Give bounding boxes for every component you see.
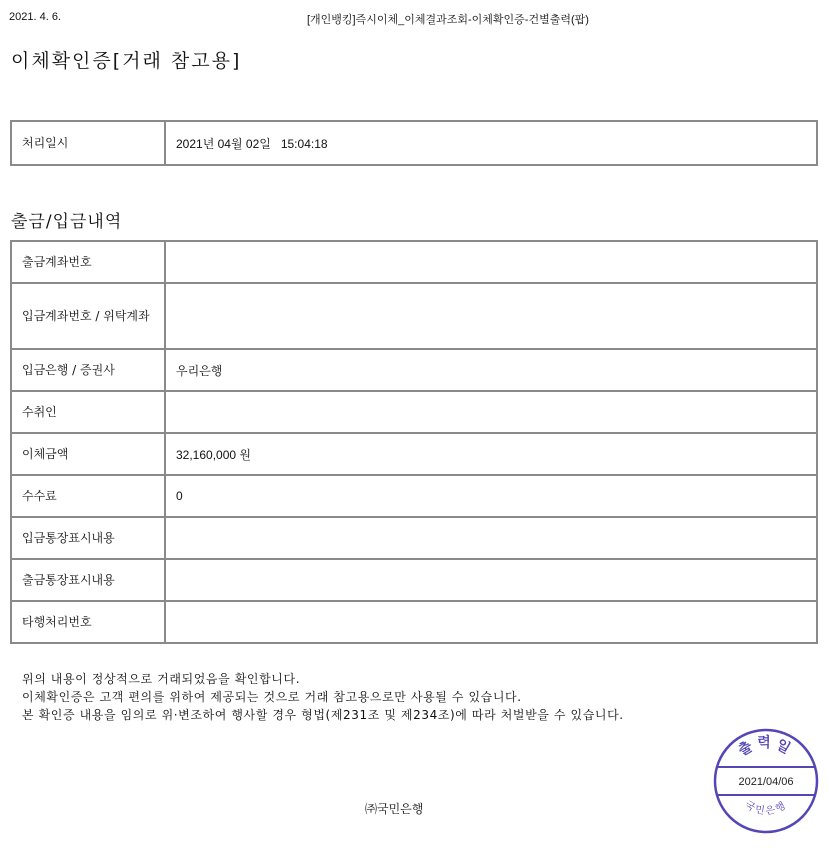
row-value-recipient (165, 391, 817, 433)
row-value-deposit-account (165, 283, 817, 349)
row-label-deposit-bank: 입금은행 / 증권사 (11, 349, 165, 391)
page-path-title: [개인뱅킹]즉시이체_이체결과조회-이체확인증-건별출력(팝) (307, 14, 589, 26)
row-value-fee: 0 (165, 475, 817, 517)
stamp-bottom-text: 국민은행 (742, 799, 790, 818)
row-value-deposit-bank: 우리은행 (165, 349, 817, 391)
row-label-amount: 이체금액 (11, 433, 165, 475)
stamp-date: 2021/04/06 (738, 776, 794, 788)
row-label-deposit-account: 입금계좌번호 / 위탁계좌 (11, 283, 165, 349)
row-value-withdraw-memo (165, 559, 817, 601)
table-row (11, 559, 817, 601)
issuer-bank-name: ㈜국민은행 (365, 802, 424, 816)
row-label-recipient: 수취인 (11, 391, 165, 433)
section-title: 출금/입금내역 (11, 212, 123, 232)
row-value-deposit-memo (165, 517, 817, 559)
table-row (11, 241, 817, 283)
print-date-stamp (712, 727, 820, 835)
row-value-other-bank-number (165, 601, 817, 643)
transfer-detail-table (10, 240, 818, 644)
row-label-deposit-memo: 입금통장표시내용 (11, 517, 165, 559)
row-label-withdraw-account: 출금계좌번호 (11, 241, 165, 283)
notice-text (22, 670, 624, 724)
document-title: 이체확인증[거래 참고용] (11, 50, 242, 72)
processing-label: 처리일시 (11, 121, 165, 165)
table-row (11, 349, 817, 391)
row-label-fee: 수수료 (11, 475, 165, 517)
table-row (11, 391, 817, 433)
row-label-other-bank-number: 타행처리번호 (11, 601, 165, 643)
table-row (11, 433, 817, 475)
processing-value: 2021년 04월 02일 15:04:18 (165, 121, 817, 165)
row-value-withdraw-account (165, 241, 817, 283)
row-value-amount: 32,160,000 원 (165, 433, 817, 475)
print-date: 2021. 4. 6. (9, 11, 61, 23)
processing-row (11, 121, 817, 165)
row-label-withdraw-memo: 출금통장표시내용 (11, 559, 165, 601)
stamp-top-text: 출력일 (735, 735, 797, 760)
table-row (11, 517, 817, 559)
table-row (11, 601, 817, 643)
processing-table (10, 120, 818, 166)
notice-line: 위의 내용이 정상적으로 거래되었음을 확인합니다. (22, 672, 301, 686)
table-row (11, 475, 817, 517)
table-row (11, 283, 817, 349)
notice-line: 본 확인증 내용을 임의로 위·변조하여 행사할 경우 형법(제231조 및 제234조)에 따라 처벌받을 수 있습니다. (22, 708, 624, 722)
notice-line: 이체확인증은 고객 편의를 위하여 제공되는 것으로 거래 참고용으로만 사용될 수 있습니다. (22, 690, 522, 704)
